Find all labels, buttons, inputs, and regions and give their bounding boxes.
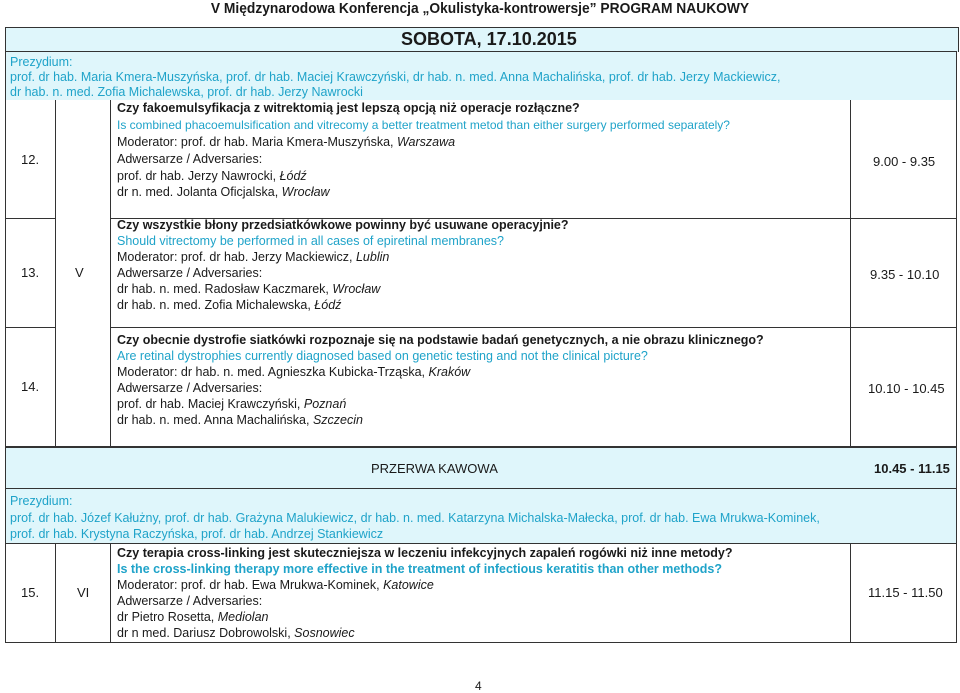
adversaries-label: Adwersarze / Adversaries: [117, 594, 263, 608]
title-pl: Czy terapia cross-linking jest skuteczniejsza w leczeniu infekcyjnych zapaleń rogówki niż inne metody? [117, 546, 733, 560]
title-pl: Czy obecnie dystrofie siatkówki rozpoznaje się na podstawie badań genetycznych, a nie obrazu klinicznego? [117, 333, 764, 347]
time-slot: 9.00 - 9.35 [873, 154, 936, 169]
title-pl: Czy wszystkie błony przedsiatkówkowe powinny być usuwane operacyjnie? [117, 218, 569, 232]
item-number: 13. [21, 265, 40, 280]
item-number: 14. [21, 379, 40, 394]
moderator: Moderator: prof. dr hab. Ewa Mrukwa-Kominek, Katowice [117, 578, 434, 592]
adversary: dr Pietro Rosetta, Mediolan [117, 610, 269, 624]
adversary: dr hab. n. med. Zofia Michalewska, Łódź [117, 298, 342, 312]
session-v-chairs [5, 51, 957, 100]
title-pl: Czy fakoemulsyfikacja z witrektomią jest lepszą opcją niż operacje rozłączne? [117, 101, 580, 115]
adversary: dr n. med. Jolanta Oficjalska, Wrocław [117, 185, 330, 199]
page-number: 4 [475, 679, 482, 693]
adversary: prof. dr hab. Jerzy Nawrocki, Łódź [117, 169, 307, 183]
moderator: Moderator: prof. dr hab. Maria Kmera-Muszyńska, Warszawa [117, 135, 456, 149]
title-en: Is the cross-linking therapy more effective in the treatment of infectious keratitis than other methods? [117, 562, 722, 576]
coffee-break-label: PRZERWA KAWOWA [371, 461, 498, 476]
adversary: dr hab. n. med. Anna Machalińska, Szczecin [117, 413, 363, 427]
chairs-line: prof. dr hab. Józef Kałużny, prof. dr hab. Grażyna Malukiewicz, dr hab. n. med. Katarzyna Michalska-Małecka, prof. dr hab. Ewa Mrukwa-Kominek, [10, 511, 820, 525]
chairs-line: prof. dr hab. Krystyna Raczyńska, prof. dr hab. Andrzej Stankiewicz [10, 527, 384, 541]
chairs-label: Prezydium: [10, 55, 73, 69]
session-number: VI [77, 585, 90, 600]
chairs-line: prof. dr hab. Maria Kmera-Muszyńska, prof. dr hab. Maciej Krawczyński, dr hab. n. med. Anna Machalińska, prof. dr hab. Jerzy Mackiewicz, [10, 70, 781, 84]
moderator: Moderator: prof. dr hab. Jerzy Mackiewicz, Lublin [117, 250, 390, 264]
time-slot: 11.15 - 11.50 [868, 585, 943, 600]
time-slot: 9.35 - 10.10 [870, 267, 940, 282]
adversaries-label: Adwersarze / Adversaries: [117, 266, 263, 280]
adversary: prof. dr hab. Maciej Krawczyński, Poznań [117, 397, 347, 411]
title-en: Should vitrectomy be performed in all cases of epiretinal membranes? [117, 234, 504, 248]
title-en: Are retinal dystrophies currently diagnosed based on genetic testing and not the clinical picture? [117, 349, 648, 363]
conference-title: V Międzynarodowa Konferencja „Okulistyka-kontrowersje” PROGRAM NAUKOWY [210, 0, 750, 17]
day-label: SOBOTA, 17.10.2015 [401, 29, 577, 49]
chairs-label: Prezydium: [10, 494, 73, 508]
item-number: 15. [21, 585, 40, 600]
time-slot: 10.10 - 10.45 [868, 381, 945, 396]
session-vi-chairs [5, 489, 957, 543]
coffee-break-row [5, 447, 957, 489]
adversaries-label: Adwersarze / Adversaries: [117, 381, 263, 395]
coffee-break-time: 10.45 - 11.15 [874, 461, 950, 476]
session-number: V [75, 265, 84, 280]
moderator: Moderator: dr hab. n. med. Agnieszka Kubicka-Trząska, Kraków [117, 365, 471, 379]
adversary: dr n med. Dariusz Dobrowolski, Sosnowiec [117, 626, 355, 640]
adversary: dr hab. n. med. Radosław Kaczmarek, Wrocław [117, 282, 381, 296]
title-en: Is combined phacoemulsification and vitrecomy a better treatment metod than either surgery performed separately? [117, 118, 730, 132]
chairs-line: dr hab. n. med. Zofia Michalewska, prof. dr hab. Jerzy Nawrocki [10, 85, 363, 99]
day-band [5, 27, 959, 52]
adversaries-label: Adwersarze / Adversaries: [117, 152, 263, 166]
item-number: 12. [21, 152, 40, 167]
